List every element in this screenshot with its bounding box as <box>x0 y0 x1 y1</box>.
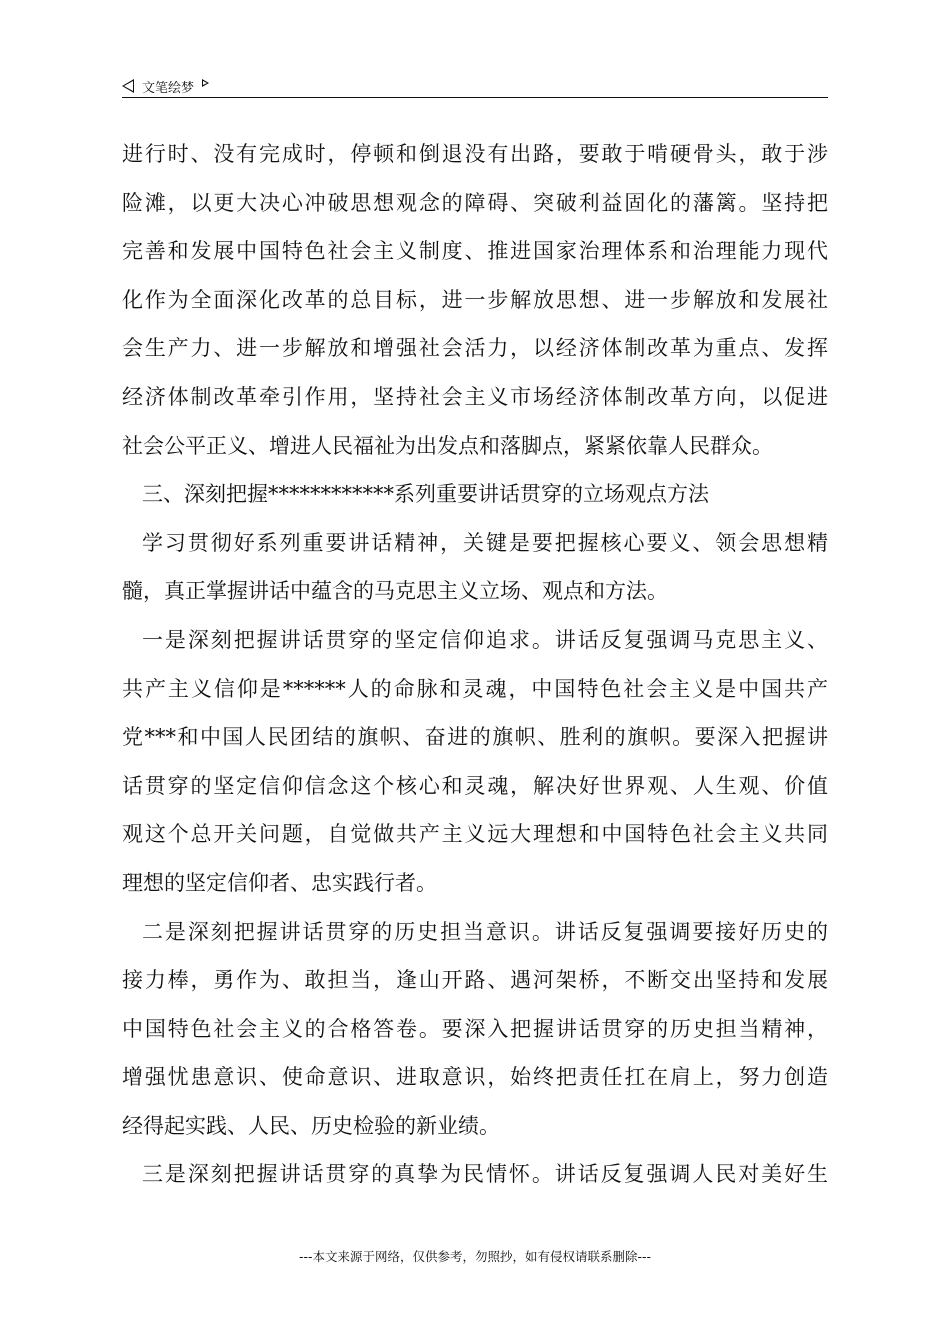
text-line: 一是深刻把握讲话贯穿的坚定信仰追求。讲话反复强调马克思主义、 <box>142 627 828 652</box>
text-line: 党***和中国人民团结的旗帜、奋进的旗帜、胜利的旗帜。要深入把握讲 <box>122 725 828 750</box>
text-line: 险滩，以更大决心冲破思想观念的障碍、突破利益固化的藩篱。坚持把 <box>122 190 828 215</box>
header-title: 文笔绘梦 <box>142 80 195 96</box>
page-header <box>122 74 828 98</box>
section-heading: 三、深刻把握************系列重要讲话贯穿的立场观点方法 <box>142 482 709 507</box>
text-line: 增强忧患意识、使命意识、进取意识，始终把责任扛在肩上，努力创造 <box>122 1065 828 1090</box>
text-line: 学习贯彻好系列重要讲话精神，关键是要把握核心要义、领会思想精 <box>142 530 828 555</box>
text-line: 经济体制改革牵引作用，坚持社会主义市场经济体制改革方向，以促进 <box>122 384 828 409</box>
text-line: 髓，真正掌握讲话中蕴含的马克思主义立场、观点和方法。 <box>122 579 668 604</box>
text-line: 观这个总开关问题，自觉做共产主义远大理想和中国特色社会主义共同 <box>122 822 828 847</box>
text-line: 化作为全面深化改革的总目标，进一步解放思想、进一步解放和发展社 <box>122 287 828 312</box>
text-line: 经得起实践、人民、历史检验的新业绩。 <box>122 1113 500 1138</box>
footer-disclaimer: ---本文来源于网络，仅供参考，勿照抄，如有侵权请联系删除--- <box>298 1249 652 1264</box>
text-line: 中国特色社会主义的合格答卷。要深入把握讲话贯穿的历史担当精神， <box>122 1016 828 1041</box>
text-line: 话贯穿的坚定信仰信念这个核心和灵魂，解决好世界观、人生观、价值 <box>122 773 828 798</box>
header-divider <box>122 97 828 98</box>
triangle-right-icon <box>202 79 209 87</box>
text-line: 共产主义信仰是******人的命脉和灵魂，中国特色社会主义是中国共产 <box>122 676 828 701</box>
triangle-left-icon <box>122 79 134 93</box>
text-line: 完善和发展中国特色社会主义制度、推进国家治理体系和治理能力现代 <box>122 239 828 264</box>
text-line: 三是深刻把握讲话贯穿的真挚为民情怀。讲话反复强调人民对美好生 <box>142 1162 828 1187</box>
document-body <box>122 130 828 1199</box>
text-line: 理想的坚定信仰者、忠实践行者。 <box>122 870 437 895</box>
text-line: 二是深刻把握讲话贯穿的历史担当意识。讲话反复强调要接好历史的 <box>142 919 828 944</box>
text-line: 接力棒，勇作为、敢担当，逢山开路、遇河架桥，不断交出坚持和发展 <box>122 968 828 993</box>
text-line: 进行时、没有完成时，停顿和倒退没有出路，要敢于啃硬骨头，敢于涉 <box>122 142 828 166</box>
text-line: 会生产力、进一步解放和增强社会活力，以经济体制改革为重点、发挥 <box>122 336 828 361</box>
text-line: 社会公平正义、增进人民福祉为出发点和落脚点，紧紧依靠人民群众。 <box>122 433 773 458</box>
